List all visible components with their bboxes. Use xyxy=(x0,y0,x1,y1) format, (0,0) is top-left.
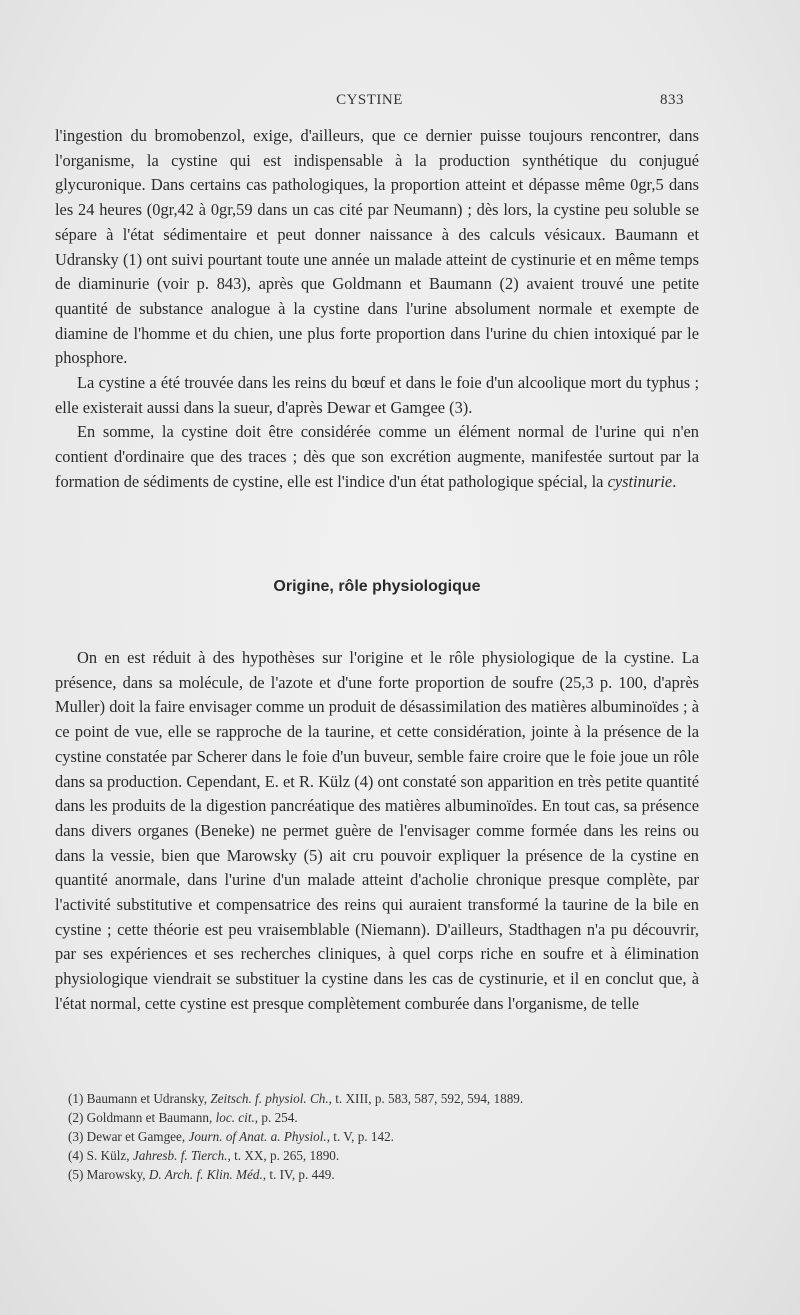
term-cystinurie: cystinurie xyxy=(607,471,673,491)
footnote-3-ref: , t. V, p. 142. xyxy=(326,1129,394,1144)
footnote-2 xyxy=(68,1108,708,1127)
paragraph-cystine-found: La cystine a été trouvée dans les reins du bœuf et dans le foie d'un alcoolique mort du typhus ; elle existerait aussi dans la sueur, d'après Dewar et Gamgee (3). xyxy=(55,373,699,417)
footnote-5 xyxy=(68,1165,708,1184)
footnote-1 xyxy=(68,1089,708,1108)
footnote-4-journal: Jahresb. f. Tierch. xyxy=(132,1148,228,1163)
paragraph-origine: On en est réduit à des hypothèses sur l'origine et le rôle physiologique de la cystine. La présence, dans sa molécule, de l'azote et d'une forte proportion de soufre (25,3 p. 100, d'après Muller) doit la faire envisager comme un produit de désassimilation des matières albuminoïdes ; à ce point de vue, elle se rapproche de la taurine, et cette considération, jointe à la présence de la cystine constatée par Scherer dans le foie d'un buveur, semble faire croire que le foie joue un rôle dans sa production. Cependant, E. et R. Külz (4) ont constaté son apparition en très petite quantité dans les produits de la digestion pancréatique des matières albuminoïdes. En tout cas, sa présence dans divers organes (Beneke) ne permet guère de l'envisager comme formée dans les reins ou dans la vessie, bien que Marowsky (5) ait cru pouvoir expliquer la présence de la cystine en quantité anormale, dans l'urine d'un malade atteint d'acholie chronique presque complète, par l'activité substitutive et compensatrice des reins qui auraient transformé la taurine de la bile en cystine ; cette théorie est peu vraisemblable (Niemann). D'ailleurs, Stadthagen n'a pu découvrir, par ses expériences et ses recherches cliniques, à quel corps riche en soufre et à élimination physiologique viendrait se substituer la cystine dans les cas de cystinurie, et il en conclut que, à l'état normal, cette cystine est presque complètement comburée dans l'organisme, de telle xyxy=(55,648,699,1013)
page-number: 833 xyxy=(660,92,684,108)
footnote-1-journal: Zeitsch. f. physiol. Ch. xyxy=(210,1091,329,1106)
footnote-3 xyxy=(68,1127,708,1146)
running-header xyxy=(55,92,684,116)
paragraph-en-somme-main: En somme, la cystine doit être considérée comme un élément normal de l'urine qui n'en contient d'ordinaire que des traces ; dès que son excrétion augmente, manifestée surtout par la formation de sédiments de cystine, elle est l'indice d'un état pathologique spécial, la xyxy=(55,422,699,491)
footnote-5-journal: D. Arch. f. Klin. Méd. xyxy=(148,1167,263,1182)
footnote-2-ref: , p. 254. xyxy=(254,1110,298,1125)
paragraph-continued: l'ingestion du bromobenzol, exige, d'ailleurs, que ce dernier puisse toujours rencontrer, dans l'organisme, la cystine qui est indispensable à la production synthétique du conjugué glycuronique. Dans certains cas pathologiques, la proportion atteint et dépasse même 0gr,5 dans les 24 heures (0gr,42 à 0gr,59 dans un cas cité par Neumann) ; dès lors, la cystine peu soluble se sépare à l'état sédimentaire et peut donner naissance à des calculs vésicaux. Baumann et Udransky (1) ont suivi pourtant toute une année un malade atteint de cystinurie et en même temps de diaminurie (voir p. 843), après que Goldmann et Baumann (2) avaient trouvé une petite quantité de substance analogue à la cystine dans l'urine absolument normale et exempte de diamine de l'homme et du chien, une plus forte proportion dans l'urine du chien intoxiqué par le phosphore. xyxy=(55,126,699,368)
paragraph-en-somme xyxy=(55,420,699,494)
footnote-1-authors: (1) Baumann et Udransky, xyxy=(68,1091,211,1106)
footnote-4 xyxy=(68,1146,708,1165)
footnote-4-ref: , t. XX, p. 265, 1890. xyxy=(227,1148,340,1163)
footnotes xyxy=(68,1089,708,1184)
running-title: CYSTINE xyxy=(336,92,403,108)
footnote-4-authors: (4) S. Külz, xyxy=(68,1148,133,1163)
text-block-top xyxy=(55,124,699,495)
footnote-2-journal: loc. cit. xyxy=(215,1110,255,1125)
footnote-5-ref: , t. IV, p. 449. xyxy=(262,1167,335,1182)
section-heading: Origine, rôle physiologique xyxy=(273,578,481,595)
footnote-1-ref: , t. XIII, p. 583, 587, 592, 594, 1889. xyxy=(328,1091,524,1106)
text-block-bottom xyxy=(55,646,699,1017)
footnote-3-authors: (3) Dewar et Gamgee, xyxy=(68,1129,189,1144)
footnote-5-authors: (5) Marowsky, xyxy=(68,1167,149,1182)
footnote-3-journal: Journ. of Anat. a. Physiol. xyxy=(188,1129,327,1144)
footnote-2-authors: (2) Goldmann et Baumann, xyxy=(68,1110,216,1125)
paragraph-en-somme-end: . xyxy=(672,471,677,491)
